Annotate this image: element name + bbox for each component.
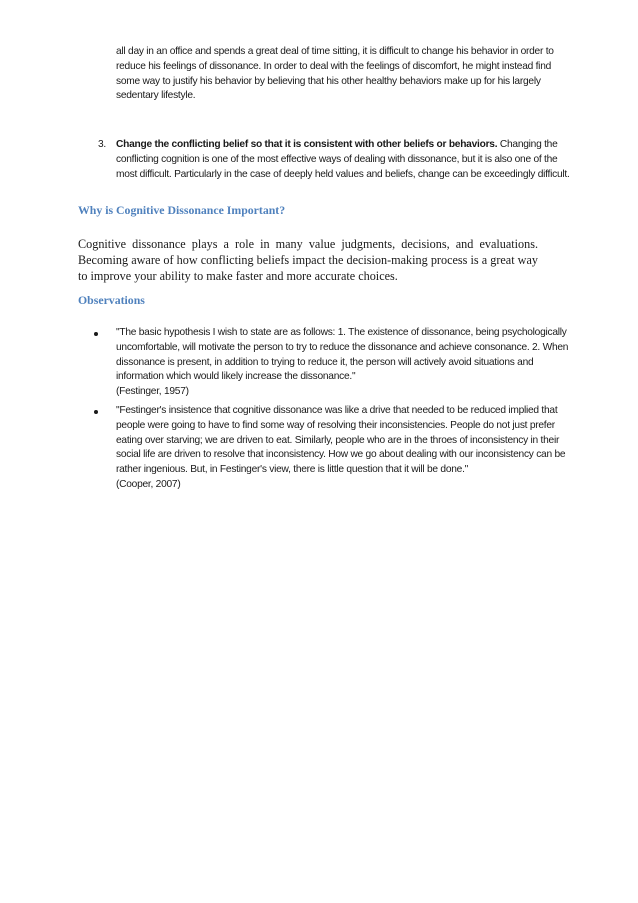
observation-citation: (Festinger, 1957) [116,386,189,398]
list-item [92,326,578,400]
observations-list [92,326,578,497]
list-number: 3. [98,139,106,150]
continued-paragraph: all day in an office and spends a great deal of time sitting, it is difficult to change his behavior in order to reduce his feelings of dissonance. In order to deal with the feelings of discomfort, he might instead find some way to justify his behavior by believing that his other healthy behaviors make up for his largely sedentary lifestyle. [116,46,554,102]
section-heading-why: Why is Cognitive Dissonance Important? [78,203,286,217]
observation-citation: (Cooper, 2007) [116,478,181,490]
bullet-icon [94,332,98,336]
section-heading-observations: Observations [78,293,145,307]
numbered-item-body: Changing the conflicting cognition is one of the most effective ways of dealing with dissonance, but it is also one of the most difficult. Particularly in the case of deeply held values and beliefs, change can be exceedingly difficult. [116,139,570,180]
why-paragraph: Cognitive dissonance plays a role in many value judgments, decisions, and evaluations. Becoming aware of how conflicting beliefs impact the decision-making process is a great way to improve your ability to make faster and more accurate choices. [78,237,538,283]
bullet-icon [94,410,98,414]
numbered-item-heading: Change the conflicting belief so that it is consistent with other beliefs or behaviors. [116,139,498,150]
list-item [92,404,578,493]
observation-quote: "Festinger's insistence that cognitive dissonance was like a drive that needed to be reduced implied that people were going to have to find some way of resolving their inconsistencies. People do not just prefer eating over starving; we are driven to eat. Similarly, people who are in the throes of inconsistency in their social life are driven to resolve that inconsistency. How we go about dealing with our inconsistency can be rather ingenious. But, in Festinger's view, there is little question that it will be done." [116,404,566,476]
numbered-item-content [116,138,576,182]
observation-quote: "The basic hypothesis I wish to state are as follows: 1. The existence of dissonance, being psychologically uncomfortable, will motivate the person to try to reduce the dissonance and achieve consonance. 2. When dissonance is present, in addition to trying to reduce it, the person will actively avoid situations and information which would likely increase the dissonance." [116,327,569,383]
